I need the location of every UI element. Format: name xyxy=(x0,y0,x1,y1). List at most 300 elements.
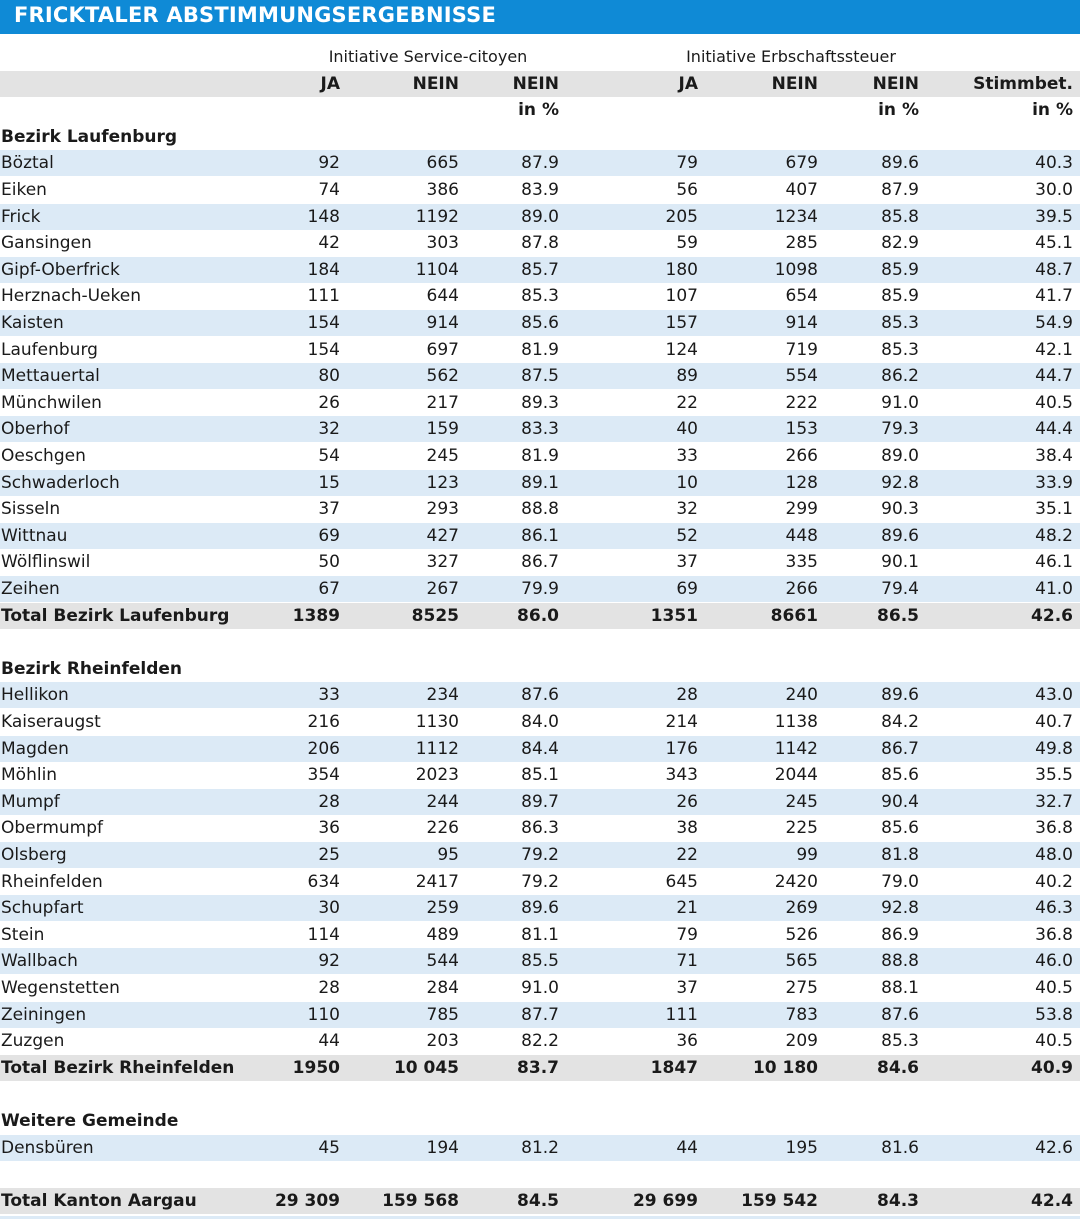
grand-total-cell: 42.4 xyxy=(1031,1190,1073,1211)
table-cell: 36 xyxy=(318,818,340,839)
table-cell: 719 xyxy=(785,339,818,360)
table-cell: 2417 xyxy=(415,871,459,892)
table-cell: 87.9 xyxy=(881,180,919,200)
table-cell: 10 xyxy=(676,472,698,493)
table-cell: 87.6 xyxy=(521,685,559,706)
table-cell: 35.1 xyxy=(1035,499,1073,520)
total-cell: 10 180 xyxy=(752,1057,818,1078)
table-cell: 85.6 xyxy=(521,313,559,333)
table-row xyxy=(0,470,1080,496)
table-cell: 84.4 xyxy=(521,738,559,759)
table-cell: 85.5 xyxy=(521,951,559,972)
column-header: JA xyxy=(320,73,340,94)
table-cell: 85.7 xyxy=(521,259,559,280)
table-cell: 244 xyxy=(426,791,459,812)
table-cell: 354 xyxy=(307,765,340,786)
table-cell: 285 xyxy=(785,233,818,254)
table-row xyxy=(0,576,1080,602)
table-cell: 914 xyxy=(785,313,818,333)
table-cell: 32 xyxy=(318,419,340,440)
total-cell: 1847 xyxy=(650,1057,698,1078)
table-cell: 37 xyxy=(676,978,698,998)
grand-total-cell: 29 309 xyxy=(274,1190,340,1211)
table-cell: 21 xyxy=(676,898,698,919)
table-cell: 99 xyxy=(796,845,818,865)
table-cell: 114 xyxy=(307,924,340,945)
section-header-row xyxy=(0,124,1080,150)
total-row xyxy=(0,603,1080,629)
total-cell: 40.9 xyxy=(1031,1057,1073,1078)
table-cell: 205 xyxy=(665,206,698,227)
table-cell: 85.3 xyxy=(881,339,919,360)
table-cell: 45.1 xyxy=(1035,233,1073,254)
municipality-name: Wallbach xyxy=(1,951,78,972)
group-label: Initiative Erbschaftssteuer xyxy=(686,47,896,66)
total-cell: 10 045 xyxy=(393,1057,459,1078)
table-cell: 216 xyxy=(307,712,340,732)
table-row xyxy=(0,975,1080,1001)
table-cell: 88.8 xyxy=(881,951,919,972)
total-cell: 8525 xyxy=(411,605,459,626)
table-row xyxy=(0,496,1080,522)
table-cell: 85.8 xyxy=(881,206,919,227)
table-row xyxy=(0,177,1080,203)
table-cell: 25 xyxy=(318,845,340,865)
column-header: NEIN xyxy=(512,73,559,94)
table-row xyxy=(0,709,1080,735)
table-cell: 56 xyxy=(676,180,698,200)
table-cell: 53.8 xyxy=(1035,1004,1073,1025)
table-row xyxy=(0,363,1080,389)
municipality-name: Obermumpf xyxy=(1,818,103,839)
table-cell: 157 xyxy=(665,313,698,333)
grand-total-label: Total Kanton Aargau xyxy=(1,1190,197,1211)
table-cell: 267 xyxy=(426,579,459,599)
table-row xyxy=(0,842,1080,868)
table-cell: 91.0 xyxy=(881,392,919,413)
table-cell: 89.6 xyxy=(881,153,919,174)
table-cell: 214 xyxy=(665,712,698,732)
table-cell: 28 xyxy=(318,791,340,812)
total-label: Total Bezirk Laufenburg xyxy=(1,605,230,626)
table-cell: 2420 xyxy=(774,871,818,892)
grand-total-cell: 159 568 xyxy=(382,1190,459,1211)
table-cell: 59 xyxy=(676,233,698,254)
table-cell: 1138 xyxy=(774,712,818,732)
total-cell: 86.0 xyxy=(517,605,559,626)
table-cell: 111 xyxy=(665,1004,698,1025)
table-cell: 37 xyxy=(676,552,698,573)
municipality-name: Kaisten xyxy=(1,313,64,333)
table-cell: 124 xyxy=(665,339,698,360)
table-cell: 303 xyxy=(426,233,459,254)
table-cell: 644 xyxy=(426,286,459,307)
table-cell: 38 xyxy=(676,818,698,839)
table-cell: 240 xyxy=(785,685,818,706)
table-cell: 48.7 xyxy=(1035,259,1073,280)
total-cell: 86.5 xyxy=(877,605,919,626)
table-cell: 40.7 xyxy=(1035,712,1073,732)
municipality-name: Frick xyxy=(1,206,41,227)
table-cell: 275 xyxy=(785,978,818,998)
table-cell: 85.9 xyxy=(881,286,919,307)
column-header-unit-row xyxy=(0,97,1080,123)
table-cell: 32 xyxy=(676,499,698,520)
table-cell: 343 xyxy=(665,765,698,786)
table-cell: 427 xyxy=(426,525,459,546)
table-row xyxy=(0,204,1080,230)
total-cell: 8661 xyxy=(770,605,818,626)
table-row xyxy=(0,922,1080,948)
table-row xyxy=(0,948,1080,974)
table-cell: 83.3 xyxy=(521,419,559,440)
table-cell: 448 xyxy=(785,525,818,546)
table-cell: 82.9 xyxy=(881,233,919,254)
table-cell: 89.6 xyxy=(521,898,559,919)
table-cell: 36.8 xyxy=(1035,924,1073,945)
table-cell: 69 xyxy=(676,579,698,599)
municipality-name: Wölflinswil xyxy=(1,552,91,573)
table-cell: 489 xyxy=(426,924,459,945)
table-cell: 203 xyxy=(426,1031,459,1052)
table-cell: 284 xyxy=(426,978,459,998)
table-cell: 226 xyxy=(426,818,459,839)
municipality-name: Mumpf xyxy=(1,791,60,812)
table-row xyxy=(0,895,1080,921)
municipality-name: Wegenstetten xyxy=(1,978,120,998)
table-cell: 128 xyxy=(785,472,818,493)
table-cell: 81.1 xyxy=(521,924,559,945)
table-cell: 148 xyxy=(307,206,340,227)
table-cell: 386 xyxy=(426,180,459,200)
table-cell: 153 xyxy=(785,419,818,440)
section-header-row xyxy=(0,1108,1080,1134)
column-header-row xyxy=(0,71,1080,97)
table-cell: 81.8 xyxy=(881,845,919,865)
municipality-name: Hellikon xyxy=(1,685,69,706)
table-cell: 88.8 xyxy=(521,499,559,520)
table-cell: 1104 xyxy=(415,259,459,280)
title-banner xyxy=(0,0,1080,34)
table-cell: 266 xyxy=(785,446,818,466)
table-cell: 1192 xyxy=(415,206,459,227)
municipality-name: Densbüren xyxy=(1,1137,94,1158)
total-cell: 83.7 xyxy=(517,1057,559,1078)
municipality-name: Zeiningen xyxy=(1,1004,87,1025)
table-cell: 154 xyxy=(307,313,340,333)
table-cell: 85.3 xyxy=(521,286,559,307)
group-label: Initiative Service-citoyen xyxy=(328,47,528,66)
total-cell: 42.6 xyxy=(1031,605,1073,626)
table-cell: 89.3 xyxy=(521,392,559,413)
column-header: NEIN xyxy=(771,73,818,94)
table-cell: 43.0 xyxy=(1035,685,1073,706)
table-cell: 30 xyxy=(318,898,340,919)
column-header: JA xyxy=(678,73,698,94)
total-label: Total Bezirk Rheinfelden xyxy=(1,1057,235,1078)
table-cell: 222 xyxy=(785,392,818,413)
table-cell: 81.2 xyxy=(521,1137,559,1158)
table-cell: 36.8 xyxy=(1035,818,1073,839)
table-cell: 245 xyxy=(785,791,818,812)
municipality-name: Laufenburg xyxy=(1,339,98,360)
table-cell: 225 xyxy=(785,818,818,839)
table-cell: 80 xyxy=(318,366,340,387)
municipality-name: Schwaderloch xyxy=(1,472,120,493)
table-cell: 42.1 xyxy=(1035,339,1073,360)
table-cell: 41.7 xyxy=(1035,286,1073,307)
table-cell: 81.9 xyxy=(521,446,559,466)
table-cell: 914 xyxy=(426,313,459,333)
total-cell: 1950 xyxy=(292,1057,340,1078)
table-cell: 85.3 xyxy=(881,313,919,333)
table-cell: 110 xyxy=(307,1004,340,1025)
table-cell: 79.0 xyxy=(881,871,919,892)
table-cell: 30.0 xyxy=(1035,180,1073,200)
table-cell: 79.2 xyxy=(521,871,559,892)
table-cell: 89.6 xyxy=(881,525,919,546)
table-cell: 87.5 xyxy=(521,366,559,387)
municipality-name: Oeschgen xyxy=(1,446,86,466)
table-cell: 46.3 xyxy=(1035,898,1073,919)
bottom-rule xyxy=(0,1216,1080,1219)
municipality-name: Münchwilen xyxy=(1,392,102,413)
table-cell: 107 xyxy=(665,286,698,307)
table-cell: 40.5 xyxy=(1035,978,1073,998)
table-cell: 184 xyxy=(307,259,340,280)
municipality-name: Gansingen xyxy=(1,233,92,254)
total-cell: 1389 xyxy=(292,605,340,626)
municipality-name: Olsberg xyxy=(1,845,67,865)
table-cell: 90.4 xyxy=(881,791,919,812)
table-cell: 2044 xyxy=(774,765,818,786)
table-cell: 86.2 xyxy=(881,366,919,387)
table-row xyxy=(0,150,1080,176)
table-cell: 665 xyxy=(426,153,459,174)
municipality-name: Herznach-Ueken xyxy=(1,286,141,307)
table-cell: 86.3 xyxy=(521,818,559,839)
table-cell: 40.5 xyxy=(1035,392,1073,413)
table-cell: 697 xyxy=(426,339,459,360)
table-cell: 54 xyxy=(318,446,340,466)
table-row xyxy=(0,257,1080,283)
table-cell: 54.9 xyxy=(1035,313,1073,333)
table-cell: 209 xyxy=(785,1031,818,1052)
table-cell: 86.1 xyxy=(521,525,559,546)
total-cell: 1351 xyxy=(650,605,698,626)
table-cell: 92.8 xyxy=(881,898,919,919)
table-cell: 785 xyxy=(426,1004,459,1025)
municipality-name: Böztal xyxy=(1,153,54,174)
table-cell: 195 xyxy=(785,1137,818,1158)
table-cell: 84.2 xyxy=(881,712,919,732)
table-cell: 50 xyxy=(318,552,340,573)
table-row xyxy=(0,1135,1080,1161)
table-cell: 79.2 xyxy=(521,845,559,865)
table-cell: 407 xyxy=(785,180,818,200)
table-cell: 159 xyxy=(426,419,459,440)
table-cell: 44 xyxy=(318,1031,340,1052)
table-cell: 89.7 xyxy=(521,791,559,812)
municipality-name: Wittnau xyxy=(1,525,68,546)
table-row xyxy=(0,869,1080,895)
column-header-unit: in % xyxy=(878,100,919,121)
table-cell: 1112 xyxy=(415,738,459,759)
column-header: NEIN xyxy=(872,73,919,94)
table-row xyxy=(0,789,1080,815)
table-cell: 2023 xyxy=(415,765,459,786)
table-cell: 85.6 xyxy=(881,818,919,839)
municipality-name: Schupfart xyxy=(1,898,84,919)
table-cell: 39.5 xyxy=(1035,206,1073,227)
table-cell: 95 xyxy=(437,845,459,865)
table-cell: 259 xyxy=(426,898,459,919)
table-cell: 89.0 xyxy=(881,446,919,466)
table-cell: 46.1 xyxy=(1035,552,1073,573)
table-cell: 74 xyxy=(318,180,340,200)
table-cell: 79.4 xyxy=(881,579,919,599)
table-cell: 1098 xyxy=(774,259,818,280)
column-header-unit: in % xyxy=(518,100,559,121)
table-cell: 90.3 xyxy=(881,499,919,520)
municipality-name: Gipf-Oberfrick xyxy=(1,259,120,280)
table-cell: 1234 xyxy=(774,206,818,227)
table-row xyxy=(0,337,1080,363)
table-cell: 544 xyxy=(426,951,459,972)
table-cell: 71 xyxy=(676,951,698,972)
table-cell: 42 xyxy=(318,233,340,254)
table-cell: 28 xyxy=(318,978,340,998)
municipality-name: Zeihen xyxy=(1,579,60,599)
table-cell: 234 xyxy=(426,685,459,706)
table-cell: 266 xyxy=(785,579,818,599)
municipality-name: Magden xyxy=(1,738,69,759)
table-row xyxy=(0,310,1080,336)
table-cell: 87.7 xyxy=(521,1004,559,1025)
table-cell: 85.1 xyxy=(521,765,559,786)
municipality-name: Eiken xyxy=(1,180,47,200)
table-cell: 111 xyxy=(307,286,340,307)
table-cell: 48.0 xyxy=(1035,845,1073,865)
table-cell: 269 xyxy=(785,898,818,919)
table-cell: 83.9 xyxy=(521,180,559,200)
table-cell: 85.6 xyxy=(881,765,919,786)
municipality-name: Möhlin xyxy=(1,765,58,786)
table-cell: 35.5 xyxy=(1035,765,1073,786)
table-cell: 86.7 xyxy=(521,552,559,573)
table-cell: 526 xyxy=(785,924,818,945)
table-cell: 40.3 xyxy=(1035,153,1073,174)
section-title: Bezirk Rheinfelden xyxy=(1,658,183,679)
table-cell: 79.3 xyxy=(881,419,919,440)
municipality-name: Sisseln xyxy=(1,499,61,520)
table-cell: 87.6 xyxy=(881,1004,919,1025)
table-cell: 654 xyxy=(785,286,818,307)
municipality-name: Stein xyxy=(1,924,45,945)
municipality-name: Rheinfelden xyxy=(1,871,103,892)
table-cell: 67 xyxy=(318,579,340,599)
municipality-name: Kaiseraugst xyxy=(1,712,101,732)
table-cell: 36 xyxy=(676,1031,698,1052)
table-cell: 40 xyxy=(676,419,698,440)
grand-total-row xyxy=(0,1188,1080,1214)
table-cell: 32.7 xyxy=(1035,791,1073,812)
table-cell: 44.4 xyxy=(1035,419,1073,440)
table-cell: 634 xyxy=(307,871,340,892)
table-cell: 44 xyxy=(676,1137,698,1158)
total-cell: 84.6 xyxy=(877,1057,919,1078)
table-cell: 123 xyxy=(426,472,459,493)
table-cell: 89 xyxy=(676,366,698,387)
table-cell: 85.3 xyxy=(881,1031,919,1052)
table-cell: 48.2 xyxy=(1035,525,1073,546)
table-cell: 85.9 xyxy=(881,259,919,280)
table-cell: 87.8 xyxy=(521,233,559,254)
table-cell: 86.7 xyxy=(881,738,919,759)
table-cell: 84.0 xyxy=(521,712,559,732)
table-cell: 33.9 xyxy=(1035,472,1073,493)
table-row xyxy=(0,762,1080,788)
table-row xyxy=(0,1002,1080,1028)
total-row xyxy=(0,1055,1080,1081)
grand-total-cell: 84.3 xyxy=(877,1190,919,1211)
table-row xyxy=(0,682,1080,708)
table-cell: 79 xyxy=(676,153,698,174)
table-cell: 194 xyxy=(426,1137,459,1158)
section-header-row xyxy=(0,656,1080,682)
table-row xyxy=(0,815,1080,841)
table-cell: 92.8 xyxy=(881,472,919,493)
table-cell: 89.0 xyxy=(521,206,559,227)
table-cell: 299 xyxy=(785,499,818,520)
table-cell: 1130 xyxy=(415,712,459,732)
table-row xyxy=(0,416,1080,442)
table-cell: 33 xyxy=(676,446,698,466)
column-header: NEIN xyxy=(412,73,459,94)
table-cell: 38.4 xyxy=(1035,446,1073,466)
table-cell: 41.0 xyxy=(1035,579,1073,599)
table-row xyxy=(0,443,1080,469)
table-cell: 28 xyxy=(676,685,698,706)
grand-total-cell: 159 542 xyxy=(741,1190,818,1211)
table-row xyxy=(0,523,1080,549)
municipality-name: Zuzgen xyxy=(1,1031,65,1052)
table-cell: 89.1 xyxy=(521,472,559,493)
table-cell: 679 xyxy=(785,153,818,174)
column-header-unit: in % xyxy=(1032,100,1073,121)
table-cell: 554 xyxy=(785,366,818,387)
table-cell: 82.2 xyxy=(521,1031,559,1052)
table-row xyxy=(0,390,1080,416)
table-cell: 206 xyxy=(307,738,340,759)
table-cell: 42.6 xyxy=(1035,1137,1073,1158)
table-cell: 22 xyxy=(676,845,698,865)
table-cell: 88.1 xyxy=(881,978,919,998)
table-cell: 783 xyxy=(785,1004,818,1025)
grand-total-cell: 84.5 xyxy=(517,1190,559,1211)
municipality-name: Oberhof xyxy=(1,419,70,440)
table-cell: 52 xyxy=(676,525,698,546)
table-cell: 154 xyxy=(307,339,340,360)
table-cell: 79.9 xyxy=(521,579,559,599)
table-cell: 49.8 xyxy=(1035,738,1073,759)
table-cell: 335 xyxy=(785,552,818,573)
section-title: Weitere Gemeinde xyxy=(1,1111,179,1131)
table-cell: 45 xyxy=(318,1137,340,1158)
table-cell: 79 xyxy=(676,924,698,945)
table-row xyxy=(0,230,1080,256)
table-cell: 40.5 xyxy=(1035,1031,1073,1052)
